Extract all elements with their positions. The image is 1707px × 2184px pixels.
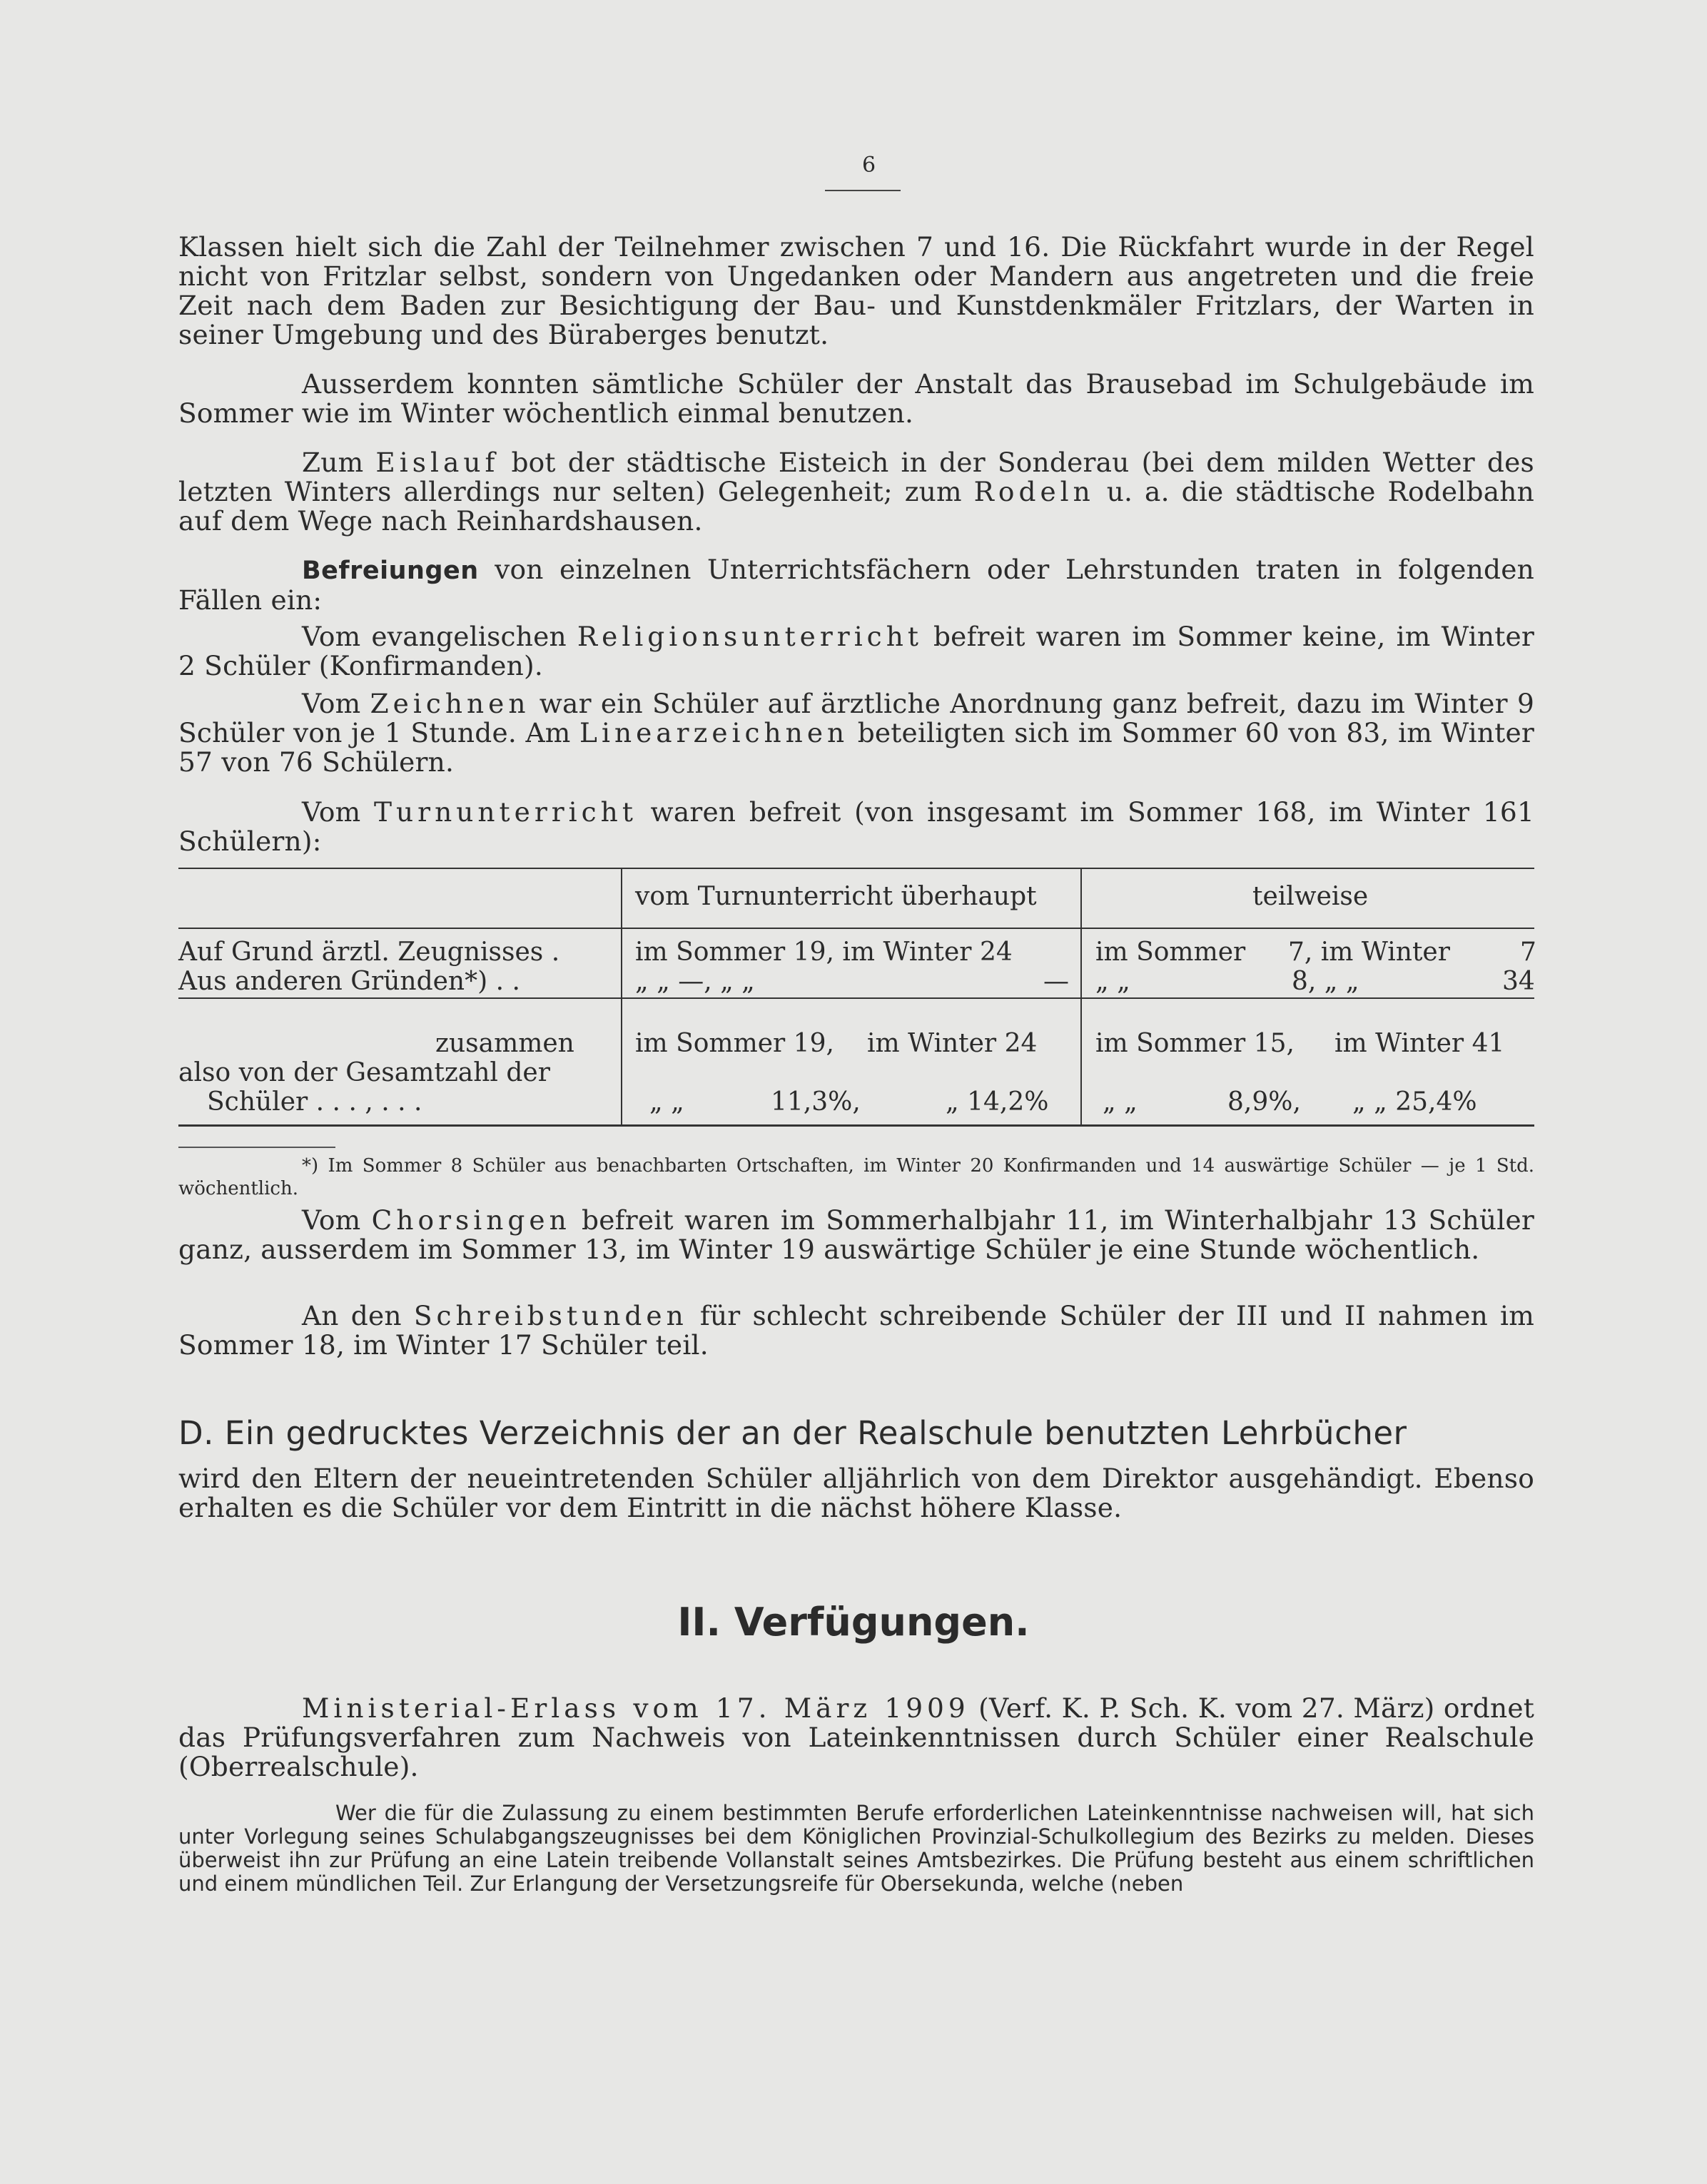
table-rule [178,868,1534,869]
page-number-rule [825,190,901,191]
paragraph-religion [178,622,1534,681]
paragraph-text: wird den Eltern der neueintretenden Schüler alljährlich von dem Direktor ausgehändigt. Ebenso erhalten es die Schüler vor dem Eintritt in die nächst höhere Klasse. [178,1463,1534,1523]
paragraph-ministerial-decree [178,1694,1534,1782]
table-cell: „ „ 25,4% [1352,1087,1477,1117]
section-heading-ii: II. Verfügungen. [677,1600,1030,1645]
paragraph-drawing [178,689,1534,777]
paragraph-gymnastics [178,798,1534,856]
footnote-rule [178,1147,335,1148]
table-cell: 34 [1502,967,1535,996]
table-header: teilweise [1252,882,1369,911]
paragraph-shower-bath [178,370,1534,428]
table-rule [178,1124,1534,1127]
footnote-text: *) Im Sommer 8 Schüler aus benachbarten Ortschaften, im Winter 20 Konfirmanden und 14 auswärtige Schüler — je 1 Std. wöchentlich. [178,1155,1534,1199]
paragraph-text: Ausserdem konnten sämtliche Schüler der Anstalt das Brausebad im Schulgebäude im Sommer wie im Winter wöchentlich einmal benutzen. [178,368,1534,429]
decree-excerpt [178,1802,1534,1896]
table-cell: 7, im Winter [1288,938,1450,967]
paragraph-choir [178,1206,1534,1264]
paragraph-skating [178,448,1534,536]
table-cell: 7 [1520,938,1536,967]
spaced-term: Ministerial-Erlass vom 17. März 1909 [302,1692,970,1724]
spaced-term: Rodeln [973,476,1095,507]
section-heading-d: D. Ein gedrucktes Verzeichnis der an der Realschule benutzten Lehrbücher [178,1414,1407,1452]
paragraph-text: Zum Eislauf bot der städtische Eisteich in der Sonderau (bei dem milden Wetter des letzten Winters allerdings nur selten) Gelegenheit; zum Rodeln u. a. die städtische Rodelbahn auf dem Wege nach Reinhardshausen. [178,447,1534,537]
table-cell: im Sommer 19, [635,1029,834,1058]
spaced-term: Religionsunterricht [577,621,923,652]
paragraph-text: Klassen hielt sich die Zahl der Teilnehmer zwischen 7 und 16. Die Rückfahrt wurde in der Regel nicht von Fritzlar selbst, sondern von Ungedanken oder Mandern aus angetreten und die freie Zeit nach dem Baden zur Besichtigung der Bau- und Kunstdenkmäler Fritzlars, der Warten in seiner Umgebung und des Büraberges benutzt. [178,231,1534,350]
spaced-term: Schreibstunden [413,1300,688,1331]
spaced-term: Turnunterricht [374,796,637,828]
paragraph-text: Vom Turnunterricht waren befreit (von insgesamt im Sommer 168, im Winter 161 Schülern): [178,796,1535,857]
table-cell: „ „ [1103,1087,1138,1117]
spaced-term: Eislauf [375,447,500,478]
paragraph-text: Wer die für die Zulassung zu einem bestimmten Berufe erforderlichen Lateinkenntnisse nachweisen will, hat sich unter Vorlegung seines Schulabgangszeugnisses bei dem Königlichen Provinzial-Schulkollegium des Bezirks zu melden. Dieses überweist ihn zur Prüfung an eine Latein treibende Vollanstalt seines Amtsbezirkes. Die Prüfung besteht aus einem schriftlichen und einem mündlichen Teil. Zur Erlangung der Versetzungsreife für Obersekunda, welche (neben [178,1801,1534,1896]
table-cell: im Winter 24 [867,1029,1038,1058]
table-column-divider [621,868,622,1124]
table-cell: „ „ [1095,967,1130,996]
paragraph-bathing-trips [178,233,1534,350]
table-cell: „ „ [649,1087,684,1117]
paragraph-text: An den Schreibstunden für schlecht schreibende Schüler der III und II nahmen im Sommer 18, im Winter 17 Schüler teil. [178,1300,1535,1361]
table-cell: im Winter 41 [1334,1029,1505,1058]
table-row-label: Auf Grund ärztl. Zeugnisses . [178,938,560,967]
table-column-divider [1080,868,1082,1124]
paragraph-text: Ministerial-Erlass vom 17. März 1909 (Verf. K. P. Sch. K. vom 27. März) ordnet das Prüfungsverfahren zum Nachweis von Lateinkenntnissen durch Schüler einer Realschule (Oberrealschule). [178,1692,1535,1782]
table-cell: im Sommer 15, [1095,1029,1295,1058]
footnote [178,1154,1534,1200]
table-cell: 8, „ „ [1292,967,1359,996]
paragraph-text: Vom Chorsingen befreit waren im Sommerhalbjahr 11, im Winterhalbjahr 13 Schüler ganz, ausserdem im Sommer 13, im Winter 19 auswärtige Schüler je eine Stunde wöchentlich. [178,1204,1534,1265]
paragraph-text: Befreiungen von einzelnen Unterrichtsfächern oder Lehrstunden traten in folgenden Fällen ein: [178,554,1534,616]
table-row-label: Aus anderen Gründen*) . . [178,967,520,996]
table-row-label: also von der Gesamtzahl der [178,1058,550,1087]
table-cell: — [1043,967,1069,996]
paragraph-text: Vom evangelischen Religionsunterricht befreit waren im Sommer keine, im Winter 2 Schüler (Konfirmanden). [178,621,1535,681]
table-row-label: zusammen [435,1029,574,1058]
spaced-term: Zeichnen [370,688,530,719]
table-cell: 8,9%, [1227,1087,1301,1117]
table-cell: „ „ —, „ „ [635,967,755,996]
paragraph-text: Vom Zeichnen war ein Schüler auf ärztliche Anordnung ganz befreit, dazu im Winter 9 Schüler von je 1 Stunde. Am Linearzeichnen beteiligten sich im Sommer 60 von 83, im Winter 57 von 76 Schülern. [178,688,1535,778]
spaced-term: Chorsingen [371,1204,571,1236]
table-header: vom Turnunterricht überhaupt [635,882,1037,911]
bold-term: Befreiungen [302,557,479,585]
paragraph-writing [178,1301,1534,1360]
table-cell: im Sommer [1095,938,1246,967]
table-rule [178,997,1534,999]
table-cell: „ 14,2% [946,1087,1049,1117]
table-cell: 11,3%, [771,1087,861,1117]
paragraph-exemptions [178,555,1534,615]
page-number: 6 [862,153,876,178]
table-row-label: Schüler . . . , . . . [207,1087,422,1117]
spaced-term: Linearzeichnen [579,717,849,748]
table-cell: im Sommer 19, im Winter 24 [635,938,1013,967]
table-rule [178,928,1534,929]
paragraph-textbooks [178,1464,1534,1523]
